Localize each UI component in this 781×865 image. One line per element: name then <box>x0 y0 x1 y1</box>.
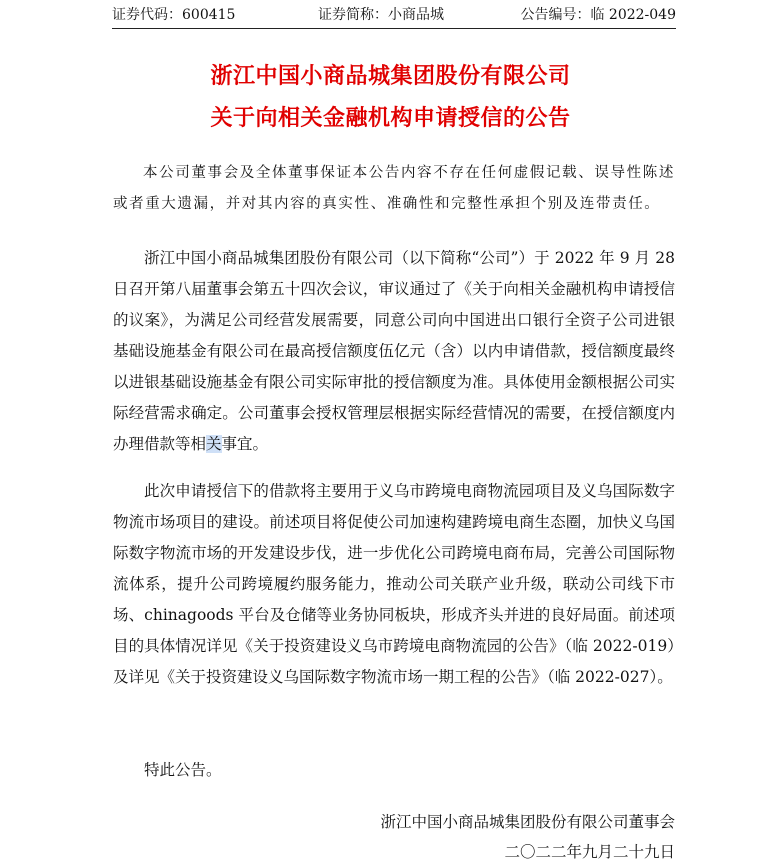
paragraph-credit-approval-text: 浙江中国小商品城集团股份有限公司（以下简称“公司”）于 2022 年 9 月 28 日召开第八届董事会第五十四次会议，审议通过了《关于向相关金融机构申请授信的议案》，为满足公司经营发展需要，同意公司向中国进出口银行全资子公司进银基础设施基金有限公司在最高授信额度伍亿元（含）以内申请借款，授信额度最终以进银基础设施基金有限公司实际审批的授信额度为准。具体使用金额根据公司实际经营需求确定。公司董事会授权管理层根据实际经营情况的需要，在授信额度内办理借款等相 <box>113 249 675 453</box>
paragraph-loan-purpose: 此次申请授信下的借款将主要用于义乌市跨境电商物流园项目及义乌国际数字物流市场项目的建设。前述项目将促使公司加速构建跨境电商生态圈，加快义乌国际数字物流市场的开发建设步伐，进一步优化公司跨境电商布局，完善公司国际物流体系，提升公司跨境履约服务能力，推动公司关联产业升级，联动公司线下市场、chinagoods 平台及仓储等业务协同板块，形成齐头并进的良好局面。前述项目的具体情况详见《关于投资建设义乌市跨境电商物流园的公告》（临 2022-019）及详见《关于投资建设义乌国际数字物流市场一期工程的公告》（临 2022-027）。 <box>113 482 675 686</box>
title-company: 浙江中国小商品城集团股份有限公司 <box>210 63 571 89</box>
signature-company: 浙江中国小商品城集团股份有限公司董事会 <box>380 813 675 831</box>
stock-code: 证券代码：600415 <box>112 7 236 23</box>
board-guarantee-statement: 本公司董事会及全体董事保证本公告内容不存在任何虚假记载、误导性陈述或者重大遗漏，并对其内容的真实性、准确性和完整性承担个别及连带责任。 <box>113 165 675 212</box>
notice-number: 公告编号：临 2022-049 <box>520 7 676 23</box>
document-header <box>112 6 676 28</box>
title-subject: 关于向相关金融机构申请授信的公告 <box>210 105 571 131</box>
paragraph-credit-approval <box>113 243 675 460</box>
paragraph-closing: 特此公告。 <box>144 761 222 779</box>
header-divider <box>112 28 676 29</box>
text-selection-highlight: 关 <box>206 435 222 453</box>
stock-abbreviation: 证券简称：小商品城 <box>318 7 444 23</box>
paragraph-credit-approval-end: 事宜。 <box>221 435 269 453</box>
signature-date: 二〇二二年九月二十九日 <box>504 843 675 861</box>
